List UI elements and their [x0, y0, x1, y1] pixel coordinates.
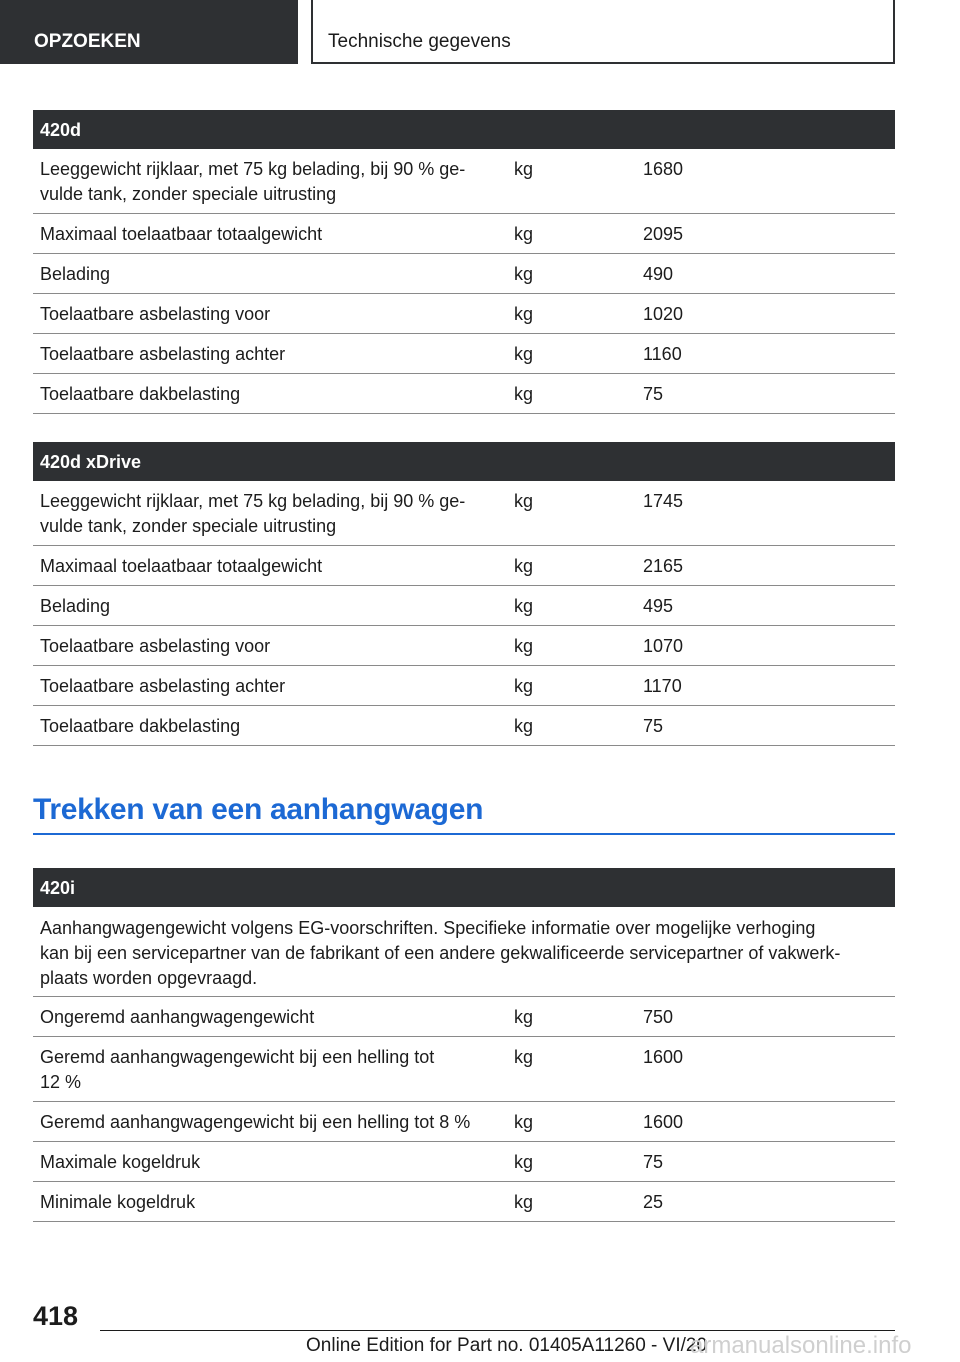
chapter-title: Technische gegevens: [311, 0, 895, 64]
table-row: [33, 374, 895, 414]
row-label: Maximaal toelaatbaar totaalgewicht: [40, 224, 323, 244]
row-value: 1170: [643, 676, 682, 696]
row-unit: kg: [514, 1192, 534, 1212]
row-label: Leeggewicht rijklaar, met 75 kg belading, bij 90 % ge- vulde tank, zonder speciale uitrusting: [40, 491, 466, 536]
table-row: [33, 1142, 895, 1182]
row-value: 1600: [643, 1047, 684, 1067]
row-label: Belading: [40, 264, 111, 284]
table-row: [33, 1182, 895, 1222]
table-header: 420d xDrive: [33, 442, 895, 481]
table-row: [33, 1102, 895, 1142]
table-row: [33, 334, 895, 374]
section-tab: OPZOEKEN: [0, 0, 298, 64]
row-value: 1020: [643, 304, 684, 324]
row-value: 75: [643, 1152, 664, 1172]
table-row: [33, 997, 895, 1037]
table-row: [33, 546, 895, 586]
row-unit: kg: [514, 676, 534, 696]
row-label: Ongeremd aanhangwagengewicht: [40, 1007, 315, 1027]
page-number: 418: [33, 1301, 79, 1331]
row-value: 1680: [643, 159, 684, 179]
row-value: 495: [643, 596, 674, 616]
watermark: armanualsonline.info: [690, 1332, 912, 1359]
table-420d-xdrive: [33, 442, 895, 746]
row-value: 2095: [643, 224, 684, 244]
row-label: Leeggewicht rijklaar, met 75 kg belading, bij 90 % ge- vulde tank, zonder speciale uitrusting: [40, 159, 466, 204]
page-header: [0, 0, 960, 66]
table-420d: [33, 110, 895, 414]
row-value: 75: [643, 716, 664, 736]
row-value: 75: [643, 384, 664, 404]
row-unit: kg: [514, 1152, 534, 1172]
row-label: Maximale kogeldruk: [40, 1152, 201, 1172]
edition-text: Online Edition for Part no. 01405A11260 - VI/20: [306, 1335, 708, 1356]
row-unit: kg: [514, 344, 534, 364]
row-label: Toelaatbare asbelasting achter: [40, 344, 286, 364]
table-note-row: [33, 907, 895, 997]
row-unit: kg: [514, 384, 534, 404]
row-value: 25: [643, 1192, 664, 1212]
table-row: [33, 149, 895, 214]
row-label: Minimale kogeldruk: [40, 1192, 196, 1212]
row-unit: kg: [514, 491, 534, 511]
row-value: 1070: [643, 636, 684, 656]
row-value: 1745: [643, 491, 684, 511]
table-header: 420d: [33, 110, 895, 149]
row-value: 490: [643, 264, 674, 284]
row-unit: kg: [514, 716, 534, 736]
row-label: Toelaatbare asbelasting voor: [40, 636, 271, 656]
table-420i: [33, 868, 895, 1222]
row-value: 1600: [643, 1112, 684, 1132]
row-unit: kg: [514, 596, 534, 616]
row-label: Toelaatbare asbelasting voor: [40, 304, 271, 324]
row-label: Maximaal toelaatbaar totaalgewicht: [40, 556, 323, 576]
table-row: [33, 214, 895, 254]
row-unit: kg: [514, 264, 534, 284]
row-label: Geremd aanhangwagengewicht bij een helling tot 8 %: [40, 1112, 471, 1132]
table-note: Aanhangwagengewicht volgens EG-voorschriften. Specifieke informatie over mogelijke verhoging kan bij een servicepartner van de fabrikant of een andere gekwalificeerde servicepartner of vakwerk- plaats worden opgevraagd.: [40, 918, 841, 988]
table-row: [33, 481, 895, 546]
row-label: Toelaatbare dakbelasting: [40, 716, 241, 736]
row-label: Toelaatbare asbelasting achter: [40, 676, 286, 696]
table-header: 420i: [33, 868, 895, 907]
row-unit: kg: [514, 556, 534, 576]
row-unit: kg: [514, 1047, 534, 1067]
row-value: 2165: [643, 556, 684, 576]
table-row: [33, 706, 895, 746]
row-unit: kg: [514, 224, 534, 244]
row-value: 1160: [643, 344, 682, 364]
table-row: [33, 586, 895, 626]
row-unit: kg: [514, 636, 534, 656]
row-unit: kg: [514, 159, 534, 179]
row-value: 750: [643, 1007, 674, 1027]
table-row: [33, 666, 895, 706]
table-row: [33, 1037, 895, 1102]
row-unit: kg: [514, 1007, 534, 1027]
row-label: Belading: [40, 596, 111, 616]
row-label: Toelaatbare dakbelasting: [40, 384, 241, 404]
row-unit: kg: [514, 1112, 534, 1132]
section-heading: Trekken van een aanhangwagen: [33, 788, 895, 835]
table-row: [33, 626, 895, 666]
table-row: [33, 254, 895, 294]
row-unit: kg: [514, 304, 534, 324]
table-row: [33, 294, 895, 334]
row-label: Geremd aanhangwagengewicht bij een helling tot 12 %: [40, 1047, 435, 1092]
